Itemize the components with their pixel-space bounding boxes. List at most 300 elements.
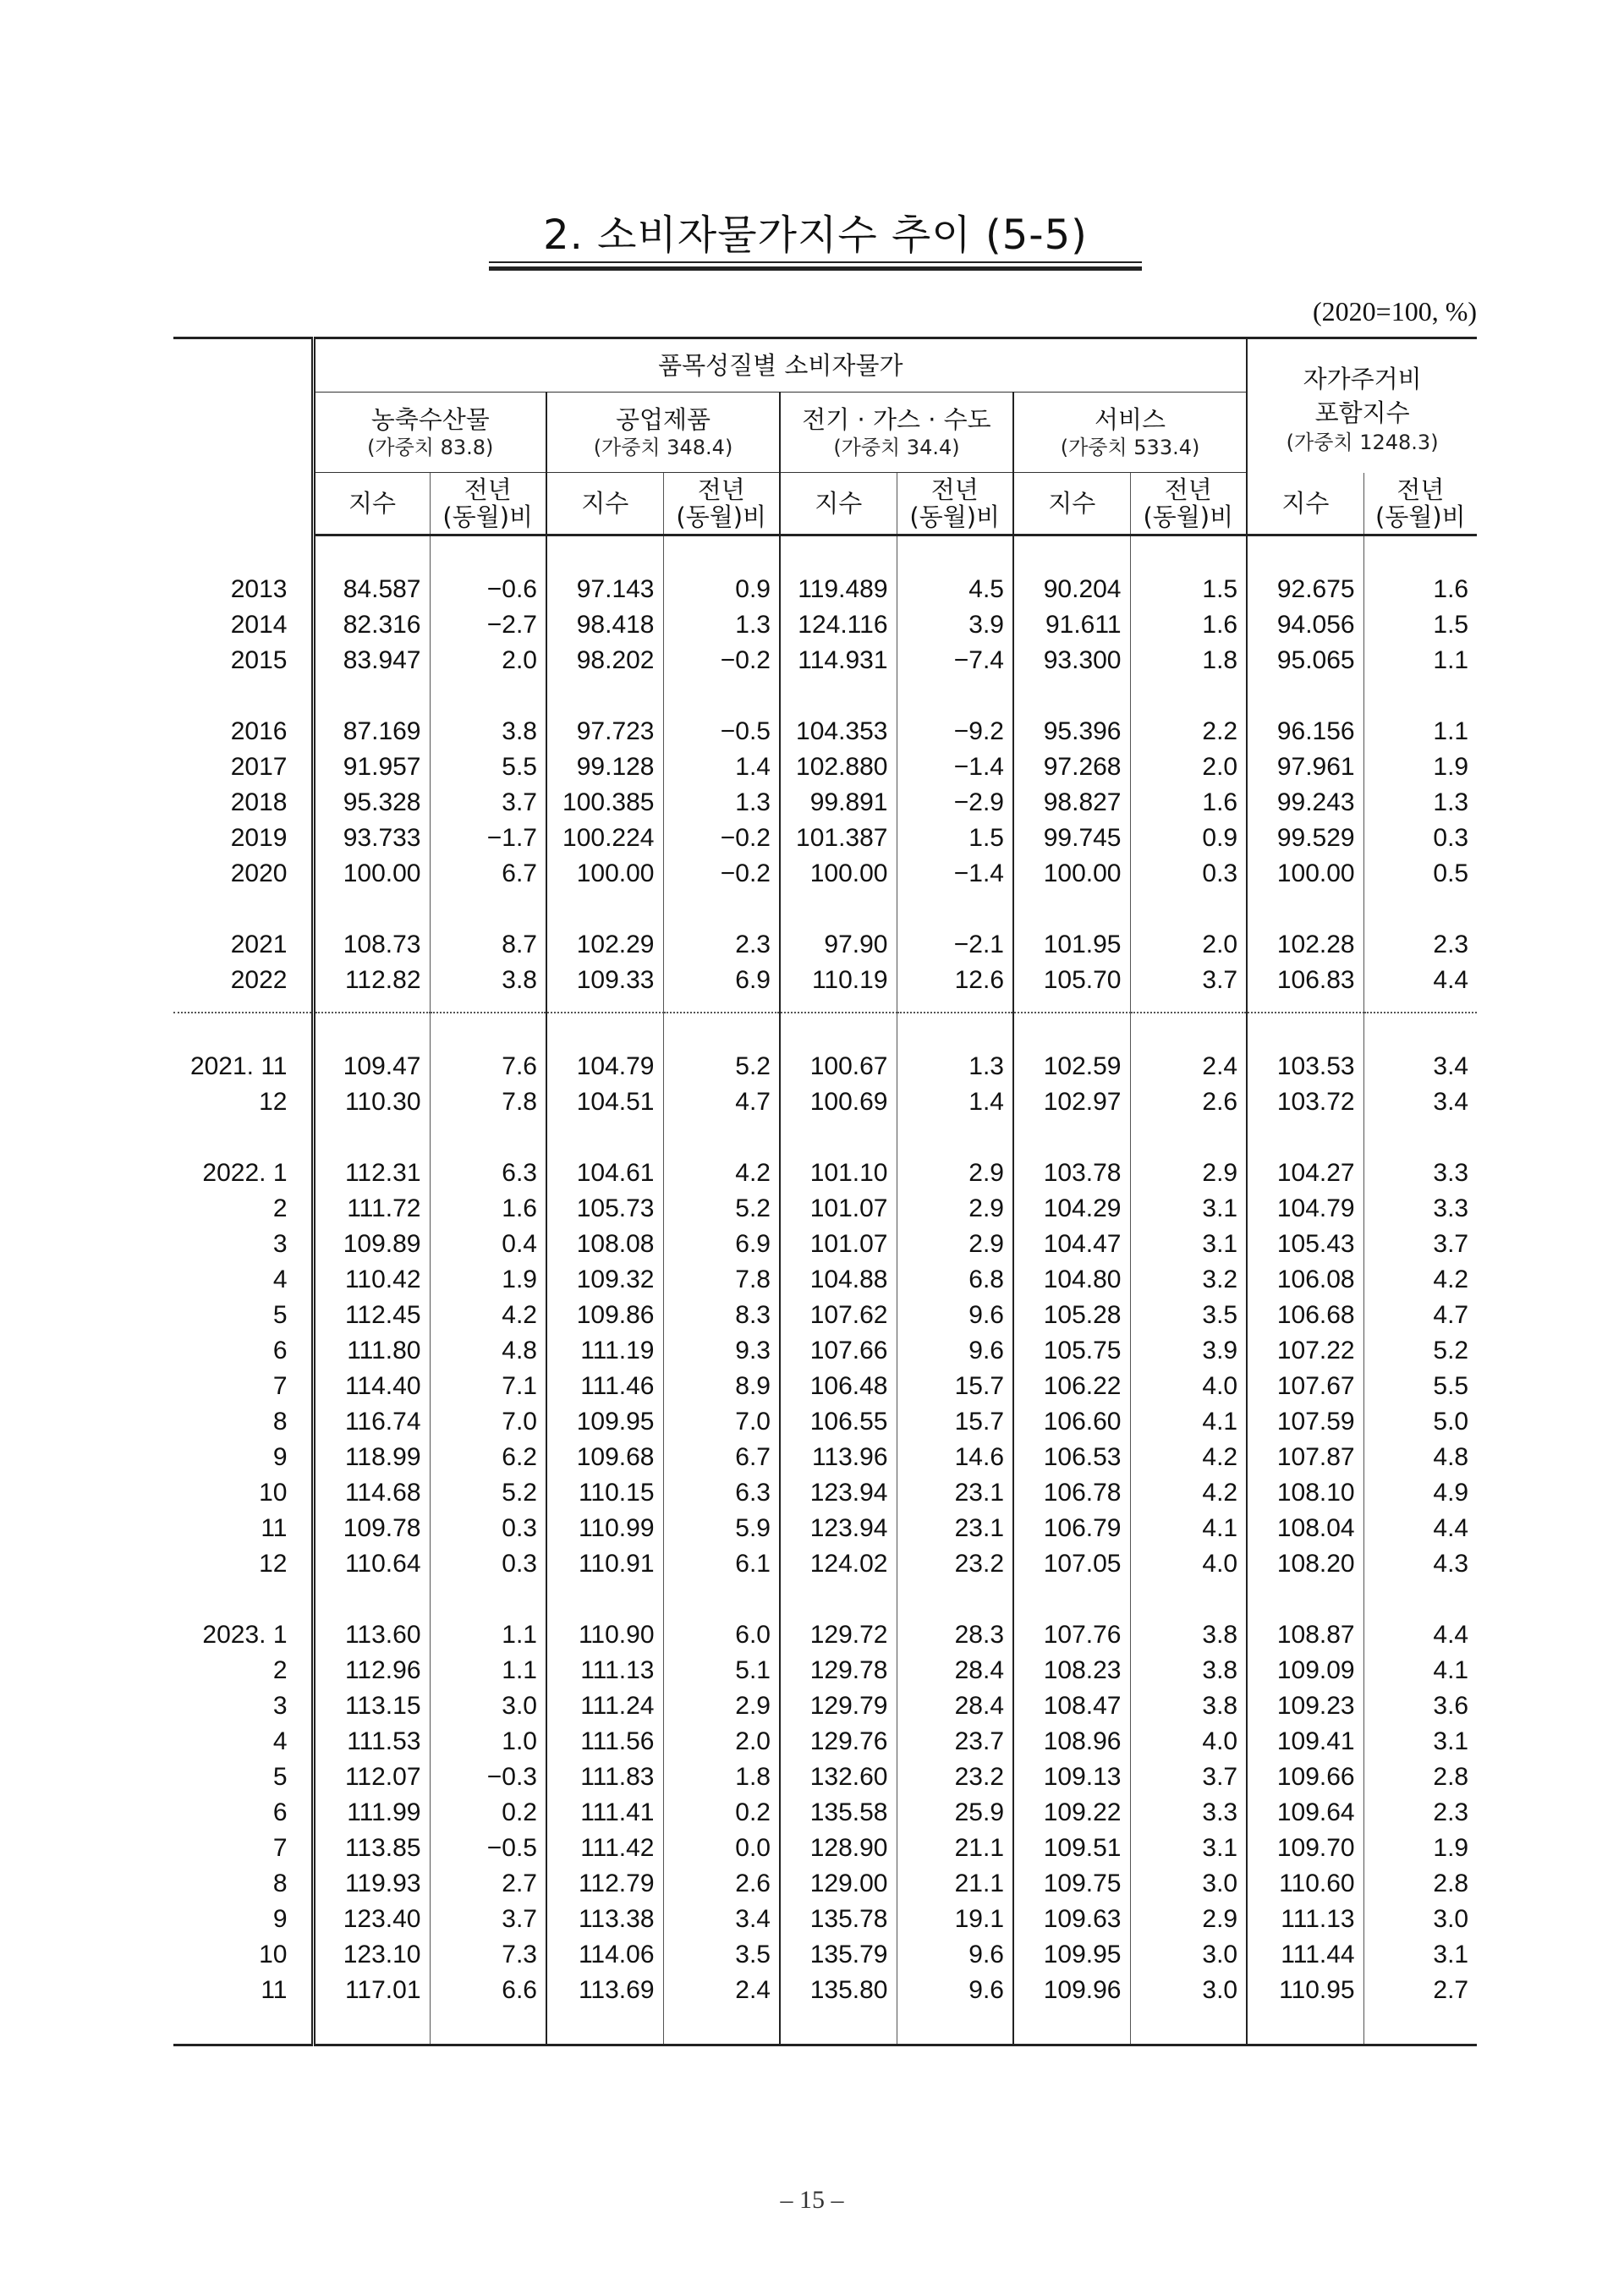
yoy-value: 4.8 [1363,1440,1477,1475]
yoy-value: 2.2 [1130,714,1247,749]
yoy-value: 2.9 [1130,1156,1247,1191]
index-value: 109.63 [1013,1902,1130,1937]
index-value: 107.87 [1247,1440,1363,1475]
index-value: 101.387 [780,821,897,856]
index-value: 114.40 [313,1369,430,1404]
index-value: 104.27 [1247,1156,1363,1191]
yoy-value: 4.0 [1130,1724,1247,1760]
index-value: 106.48 [780,1369,897,1404]
index-value: 135.79 [780,1937,897,1973]
row-label: 2015 [230,646,288,674]
index-value: 109.47 [313,1049,430,1084]
yoy-value: 3.1 [1363,1724,1477,1760]
yoy-value: 2.8 [1363,1866,1477,1902]
index-value: 129.76 [780,1724,897,1760]
table-header [173,338,1477,535]
index-value: 87.169 [313,714,430,749]
row-label: 5 [272,1763,288,1791]
header-cat5 [1247,338,1477,473]
index-value: 102.880 [780,749,897,785]
yoy-value: 3.3 [1130,1795,1247,1831]
index-value: 113.85 [313,1831,430,1866]
index-value: 98.202 [546,643,663,678]
header-cat3-name: 전기 · 가스 · 수도 [802,405,991,434]
index-value: 102.28 [1247,927,1363,963]
index-value: 110.91 [546,1546,663,1582]
table-row [173,821,1477,856]
index-value: 111.46 [546,1369,663,1404]
index-value: 107.22 [1247,1333,1363,1369]
yoy-value: 15.7 [897,1369,1013,1404]
spacer-row [173,678,1477,714]
header-cat3-weight: (가중치 34.4) [833,436,960,459]
yoy-value: 0.9 [1130,821,1247,856]
yoy-value: 25.9 [897,1795,1013,1831]
yoy-value: 1.3 [1363,785,1477,821]
index-value: 99.529 [1247,821,1363,856]
table-row [173,1049,1477,1084]
index-value: 109.23 [1247,1688,1363,1724]
yoy-value: 6.2 [430,1440,546,1475]
subheader-index: 지수 [1247,473,1363,535]
cpi-table [173,337,1477,2046]
table-body [173,535,1477,2045]
index-value: 107.66 [780,1333,897,1369]
index-value: 108.73 [313,927,430,963]
index-value: 109.51 [1013,1831,1130,1866]
yoy-value: 21.1 [897,1831,1013,1866]
yoy-value: 1.6 [1130,785,1247,821]
yoy-value: 3.1 [1130,1191,1247,1227]
index-value: 102.97 [1013,1084,1130,1120]
title-underline-thick [489,266,1142,271]
yoy-value: 4.4 [1363,963,1477,998]
table-row [173,1262,1477,1298]
row-label: 2017 [230,753,288,781]
yoy-value: 7.3 [430,1937,546,1973]
yoy-value: 5.9 [663,1511,780,1546]
table-row [173,1369,1477,1404]
index-value: 106.55 [780,1404,897,1440]
yoy-value: 3.7 [1130,963,1247,998]
index-value: 100.224 [546,821,663,856]
row-label: 2023. 1 [202,1621,288,1649]
yoy-value: 1.8 [1130,643,1247,678]
index-value: 102.59 [1013,1049,1130,1084]
yoy-value: 3.4 [663,1902,780,1937]
yoy-value: −0.2 [663,643,780,678]
table-row [173,1724,1477,1760]
yoy-value: 2.4 [1130,1049,1247,1084]
index-value: 109.75 [1013,1866,1130,1902]
header-cat4-name: 서비스 [1095,405,1166,434]
yoy-value: 3.8 [1130,1653,1247,1688]
yoy-value: 4.7 [1363,1298,1477,1333]
index-value: 109.95 [1013,1937,1130,1973]
spacer-row [173,2008,1477,2045]
yoy-value: 9.6 [897,1937,1013,1973]
yoy-value: −2.9 [897,785,1013,821]
yoy-value: 19.1 [897,1902,1013,1937]
index-value: 109.66 [1247,1760,1363,1795]
yoy-value: 3.5 [663,1937,780,1973]
yoy-value: 2.8 [1363,1760,1477,1795]
yoy-value: 1.5 [897,821,1013,856]
subheader-yoy-line2: (동월)비 [442,502,534,531]
yoy-value: 6.9 [663,963,780,998]
yoy-value: 3.7 [430,1902,546,1937]
yoy-value: 7.6 [430,1049,546,1084]
index-value: 97.268 [1013,749,1130,785]
yoy-value: 6.7 [430,856,546,892]
yoy-value: 6.7 [663,1440,780,1475]
row-label: 2019 [230,824,288,852]
table-row [173,1298,1477,1333]
yoy-value: 3.0 [430,1688,546,1724]
index-value: 112.07 [313,1760,430,1795]
yoy-value: 1.4 [897,1084,1013,1120]
index-value: 117.01 [313,1973,430,2008]
yoy-value: 2.9 [897,1191,1013,1227]
index-value: 106.22 [1013,1369,1130,1404]
index-value: 108.10 [1247,1475,1363,1511]
yoy-value: 3.1 [1130,1831,1247,1866]
yoy-value: 5.2 [1363,1333,1477,1369]
yoy-value: 5.0 [1363,1404,1477,1440]
yoy-value: 5.2 [663,1049,780,1084]
yoy-value: 2.6 [1130,1084,1247,1120]
yoy-value: 28.3 [897,1617,1013,1653]
index-value: 110.95 [1247,1973,1363,2008]
index-value: 135.78 [780,1902,897,1937]
yoy-value: 2.9 [663,1688,780,1724]
index-value: 109.22 [1013,1795,1130,1831]
yoy-value: 7.8 [663,1262,780,1298]
yoy-value: −2.1 [897,927,1013,963]
yoy-value: 1.5 [1363,607,1477,643]
subheader-yoy-line1: 전년 [464,475,512,504]
row-label: 7 [272,1372,288,1400]
yoy-value: 28.4 [897,1688,1013,1724]
yoy-value: 4.4 [1363,1511,1477,1546]
table-row [173,572,1477,607]
header-cat5-line1: 자가주거비 [1303,364,1422,393]
yoy-value: 2.9 [897,1227,1013,1262]
yoy-value: 3.0 [1130,1937,1247,1973]
index-value: 113.96 [780,1440,897,1475]
index-value: 96.156 [1247,714,1363,749]
yoy-value: 5.2 [663,1191,780,1227]
yoy-value: 4.0 [1130,1369,1247,1404]
yoy-value: 3.8 [430,963,546,998]
yoy-value: 4.2 [1130,1440,1247,1475]
header-cat2-name: 공업제품 [615,405,711,434]
yoy-value: 1.1 [430,1653,546,1688]
index-value: 106.60 [1013,1404,1130,1440]
index-value: 110.64 [313,1546,430,1582]
yoy-value: 2.3 [1363,1795,1477,1831]
index-value: 105.28 [1013,1298,1130,1333]
yoy-value: 0.3 [430,1511,546,1546]
yoy-value: 6.9 [663,1227,780,1262]
yoy-value: 1.4 [663,749,780,785]
index-value: 106.83 [1247,963,1363,998]
spacer-row [173,1582,1477,1617]
index-value: 109.89 [313,1227,430,1262]
yoy-value: −1.7 [430,821,546,856]
index-value: 100.00 [780,856,897,892]
yoy-value: 8.9 [663,1369,780,1404]
index-value: 91.957 [313,749,430,785]
yoy-value: 3.7 [430,785,546,821]
index-value: 93.733 [313,821,430,856]
index-value: 113.69 [546,1973,663,2008]
index-value: 124.02 [780,1546,897,1582]
row-label: 10 [259,1479,288,1507]
yoy-value: 0.3 [1363,821,1477,856]
yoy-value: 14.6 [897,1440,1013,1475]
index-value: 111.44 [1247,1937,1363,1973]
index-value: 109.09 [1247,1653,1363,1688]
header-cat1-name: 농축수산물 [370,405,490,434]
index-value: 106.68 [1247,1298,1363,1333]
table-row [173,785,1477,821]
index-value: 104.79 [1247,1191,1363,1227]
yoy-value: 5.2 [430,1475,546,1511]
yoy-value: 7.0 [430,1404,546,1440]
yoy-value: 4.2 [1363,1262,1477,1298]
index-value: 108.87 [1247,1617,1363,1653]
yoy-value: 4.8 [430,1333,546,1369]
index-value: 110.60 [1247,1866,1363,1902]
yoy-value: 6.8 [897,1262,1013,1298]
subheader-index: 지수 [780,473,897,535]
row-label: 11 [261,1514,288,1542]
index-value: 93.300 [1013,643,1130,678]
table-row [173,963,1477,998]
index-value: 95.328 [313,785,430,821]
index-value: 105.73 [546,1191,663,1227]
index-value: 111.13 [1247,1902,1363,1937]
header-label-cell [173,338,313,535]
yoy-value: 6.3 [430,1156,546,1191]
index-value: 109.32 [546,1262,663,1298]
yoy-value: 4.4 [1363,1617,1477,1653]
index-value: 111.72 [313,1191,430,1227]
index-value: 101.07 [780,1191,897,1227]
table-row [173,714,1477,749]
yoy-value: 0.2 [430,1795,546,1831]
index-value: 112.45 [313,1298,430,1333]
yoy-value: 4.2 [1130,1475,1247,1511]
index-value: 103.53 [1247,1049,1363,1084]
yoy-value: 0.3 [1130,856,1247,892]
page-title: 2. 소비자물가지수 추이 (5-5) [543,211,1088,259]
spacer-row [173,998,1477,1013]
index-value: 104.51 [546,1084,663,1120]
yoy-value: 2.4 [663,1973,780,2008]
index-value: 100.385 [546,785,663,821]
index-value: 109.95 [546,1404,663,1440]
row-label: 2014 [230,611,288,639]
yoy-value: 23.1 [897,1475,1013,1511]
yoy-value: 12.6 [897,963,1013,998]
index-value: 82.316 [313,607,430,643]
row-label: 2016 [230,717,288,745]
index-value: 110.15 [546,1475,663,1511]
index-value: 95.065 [1247,643,1363,678]
row-label: 6 [272,1798,288,1826]
yoy-value: 3.6 [1363,1688,1477,1724]
yoy-value: −0.2 [663,821,780,856]
index-value: 106.78 [1013,1475,1130,1511]
index-value: 112.79 [546,1866,663,1902]
index-value: 107.67 [1247,1369,1363,1404]
yoy-value: −2.7 [430,607,546,643]
subheader-yoy [663,473,780,535]
index-value: 105.70 [1013,963,1130,998]
index-value: 107.59 [1247,1404,1363,1440]
row-label: 2021 [230,931,288,958]
yoy-value: 1.1 [1363,714,1477,749]
table-row [173,1404,1477,1440]
subheader-index: 지수 [313,473,430,535]
index-value: 108.96 [1013,1724,1130,1760]
subheader-yoy [1363,473,1477,535]
yoy-value: 9.6 [897,1973,1013,2008]
index-value: 119.93 [313,1866,430,1902]
yoy-value: 1.8 [663,1760,780,1795]
table-row [173,1440,1477,1475]
yoy-value: 21.1 [897,1866,1013,1902]
yoy-value: −0.5 [663,714,780,749]
table-row [173,1795,1477,1831]
subheader-index: 지수 [546,473,663,535]
yoy-value: −9.2 [897,714,1013,749]
row-label: 12 [259,1550,288,1578]
index-value: 110.99 [546,1511,663,1546]
table-row [173,1831,1477,1866]
index-value: 110.30 [313,1084,430,1120]
yoy-value: −0.2 [663,856,780,892]
yoy-value: 3.8 [430,714,546,749]
page-number: – 15 – [780,2186,844,2214]
subheader-yoy-line1: 전년 [697,475,745,504]
yoy-value: 6.0 [663,1617,780,1653]
yoy-value: 4.9 [1363,1475,1477,1511]
yoy-value: 6.6 [430,1973,546,2008]
row-label: 2022 [230,966,288,994]
index-value: 106.53 [1013,1440,1130,1475]
index-value: 111.53 [313,1724,430,1760]
index-value: 111.56 [546,1724,663,1760]
yoy-value: 1.6 [1363,572,1477,607]
yoy-value: 7.1 [430,1369,546,1404]
yoy-value: 9.6 [897,1333,1013,1369]
table-row [173,1866,1477,1902]
row-label: 2018 [230,788,288,816]
index-value: 112.82 [313,963,430,998]
row-label: 3 [272,1230,288,1258]
index-value: 111.19 [546,1333,663,1369]
index-value: 129.72 [780,1617,897,1653]
yoy-value: 2.0 [1130,749,1247,785]
index-value: 104.61 [546,1156,663,1191]
index-value: 108.04 [1247,1511,1363,1546]
index-value: 111.42 [546,1831,663,1866]
yoy-value: 2.0 [1130,927,1247,963]
header-cat4-weight: (가중치 533.4) [1060,436,1200,459]
row-label: 9 [272,1905,288,1933]
row-label: 4 [272,1266,288,1293]
yoy-value: 8.7 [430,927,546,963]
index-value: 97.723 [546,714,663,749]
yoy-value: 15.7 [897,1404,1013,1440]
yoy-value: 1.1 [430,1617,546,1653]
yoy-value: 1.1 [1363,643,1477,678]
index-value: 104.29 [1013,1191,1130,1227]
title-underline-thin [489,261,1142,263]
yoy-value: 2.9 [897,1156,1013,1191]
yoy-value: 4.1 [1130,1511,1247,1546]
index-value: 111.24 [546,1688,663,1724]
table-row [173,1902,1477,1937]
header-cat1-weight: (가중치 83.8) [367,436,494,459]
table-row [173,1760,1477,1795]
yoy-value: 0.5 [1363,856,1477,892]
subheader-yoy-line2: (동월)비 [1143,502,1234,531]
index-value: 98.827 [1013,785,1130,821]
yoy-value: 6.3 [663,1475,780,1511]
yoy-value: 3.5 [1130,1298,1247,1333]
yoy-value: 3.0 [1130,1973,1247,2008]
index-value: 97.143 [546,572,663,607]
index-value: 114.68 [313,1475,430,1511]
yoy-value: 3.1 [1130,1227,1247,1262]
index-value: 104.80 [1013,1262,1130,1298]
index-value: 110.90 [546,1617,663,1653]
index-value: 114.06 [546,1937,663,1973]
index-value: 118.99 [313,1440,430,1475]
index-value: 92.675 [1247,572,1363,607]
index-value: 109.33 [546,963,663,998]
index-value: 123.94 [780,1475,897,1511]
row-label: 2 [272,1656,288,1684]
yoy-value: 9.3 [663,1333,780,1369]
index-value: 109.86 [546,1298,663,1333]
index-value: 124.116 [780,607,897,643]
subheader-yoy-line1: 전년 [1396,475,1445,504]
table-row [173,1084,1477,1120]
yoy-value: 23.7 [897,1724,1013,1760]
yoy-value: 1.3 [897,1049,1013,1084]
yoy-value: 4.7 [663,1084,780,1120]
index-value: 109.64 [1247,1795,1363,1831]
yoy-value: −0.6 [430,572,546,607]
index-value: 111.13 [546,1653,663,1688]
index-value: 112.31 [313,1156,430,1191]
index-value: 109.68 [546,1440,663,1475]
row-label: 3 [272,1692,288,1720]
table-row [173,1227,1477,1262]
index-value: 90.204 [1013,572,1130,607]
yoy-value: 23.2 [897,1546,1013,1582]
yoy-value: 5.5 [430,749,546,785]
row-label: 2022. 1 [202,1159,288,1187]
yoy-value: 3.0 [1363,1902,1477,1937]
yoy-value: 3.4 [1363,1084,1477,1120]
row-label: 7 [272,1834,288,1862]
